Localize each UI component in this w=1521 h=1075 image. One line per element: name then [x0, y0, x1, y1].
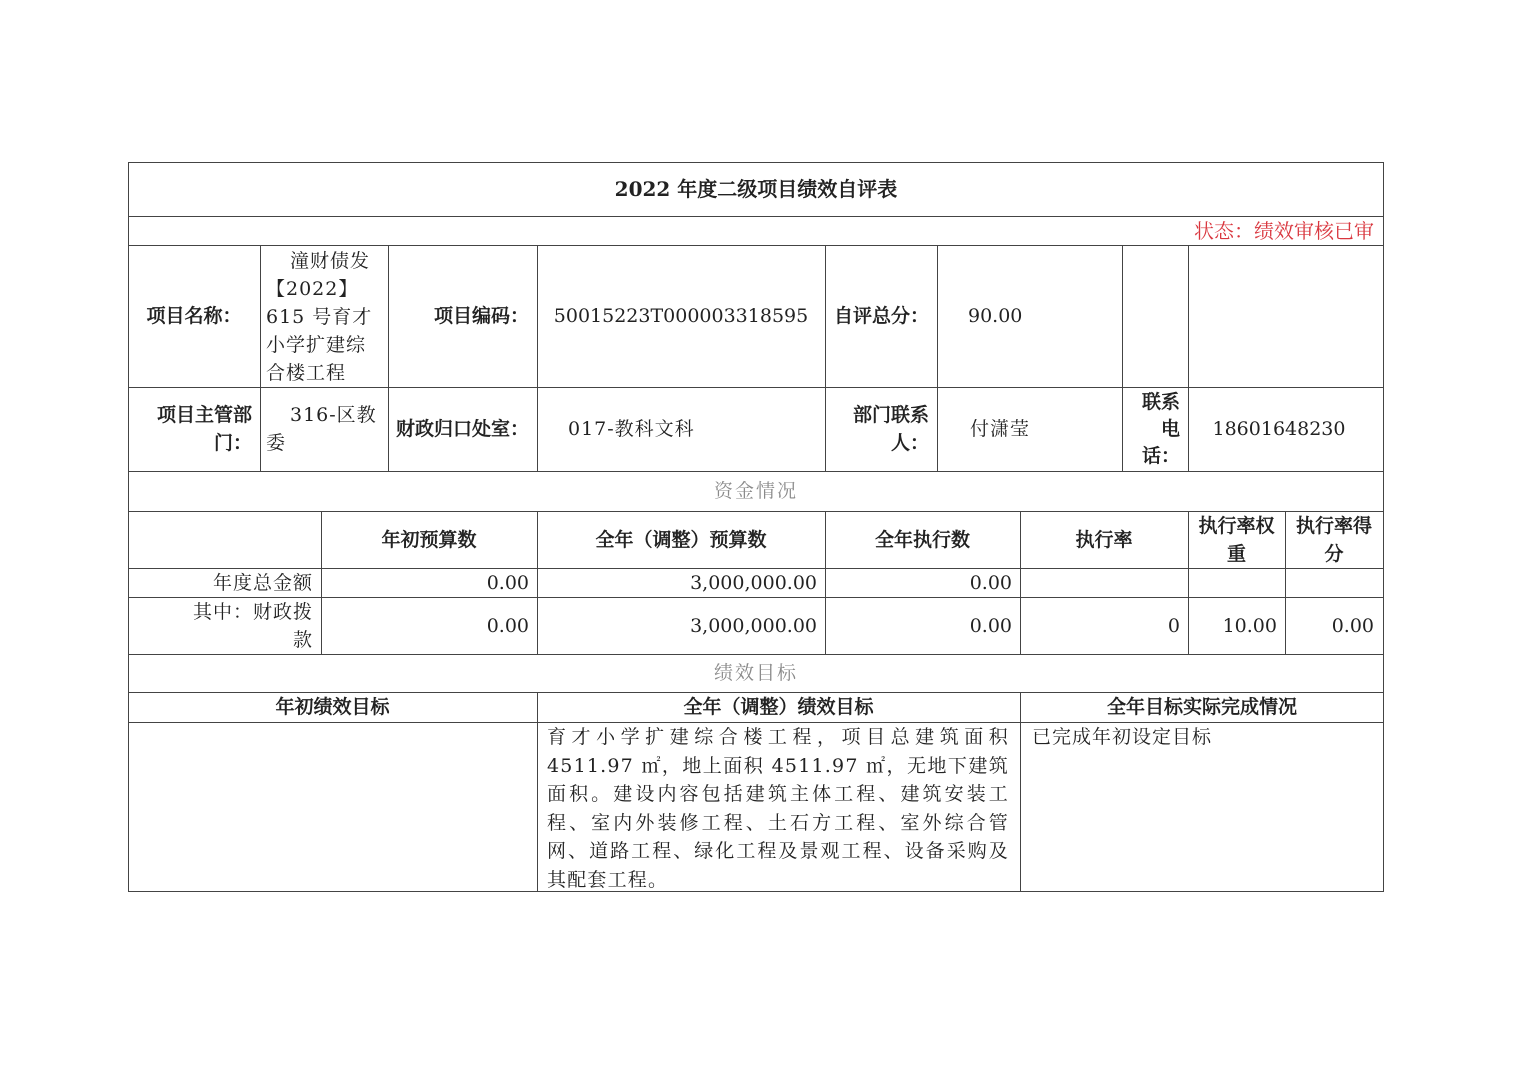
funds-header-executed: 全年执行数: [874, 528, 970, 551]
funds-row-executed: 0.00: [969, 571, 1012, 594]
goals-header-adjusted: 全年（调整）绩效目标: [683, 696, 874, 718]
funds-header-rate: 执行率: [1075, 528, 1133, 551]
goals-header-actual: 全年目标实际完成情况: [1106, 696, 1297, 718]
funds-header-weight: 执行率权重: [1198, 514, 1275, 565]
project-code-label: 项目编码：: [433, 305, 529, 327]
funds-row-weight: 10.00: [1222, 614, 1277, 637]
goals-header-initial: 年初绩效目标: [275, 696, 390, 718]
self-score-label: 自评总分：: [833, 305, 929, 327]
funds-row-adjusted: 3,000,000.00: [690, 571, 817, 594]
dept-label: 项目主管部门：: [156, 404, 252, 454]
funds-row-adjusted: 3,000,000.00: [690, 614, 817, 637]
project-code-value: 50015223T000003318595: [553, 305, 809, 327]
project-name-label: 项目名称：: [146, 305, 242, 327]
funds-section-title: 资金情况: [713, 480, 798, 502]
funds-row-initial: 0.00: [486, 571, 529, 594]
self-score-value: 90.00: [968, 305, 1023, 327]
phone-value: 18601648230: [1212, 418, 1346, 440]
funds-row-rate: [1020, 568, 1180, 597]
dept-value: 316-区教委: [266, 404, 377, 454]
goals-section-title: 绩效目标: [713, 662, 798, 684]
goals-adjusted-text: 育才小学扩建综合楼工程，项目总建筑面积 4511.97 ㎡，地上面积 4511.97 ㎡，无地下建筑面积。建设内容包括建筑主体工程、建筑安装工程、室内外装修工程、土石方工程、室外综合管网、道路工程、绿化工程及景观工程、设备采购及其配套工程。: [547, 726, 1009, 891]
funds-row-score: [1285, 568, 1374, 597]
funds-row-score: 0.00: [1331, 614, 1374, 637]
funds-row-rate: 0: [1167, 614, 1180, 637]
goals-actual-text: 已完成年初设定目标: [1032, 726, 1213, 748]
funds-header-initial: 年初预算数: [381, 528, 477, 551]
col-divider: [937, 245, 938, 471]
status-badge: 状态：绩效审核已审: [1194, 218, 1374, 243]
funds-row-weight: [1188, 568, 1277, 597]
contact-label: 部门联系人：: [852, 404, 929, 454]
finance-office-label: 财政归口处室：: [396, 418, 530, 440]
funds-row-executed: 0.00: [969, 614, 1012, 637]
funds-row-label: 其中：财政拨款: [192, 600, 313, 651]
funds-header-score: 执行率得分: [1295, 514, 1372, 565]
project-name-value: 潼财债发【2022】615 号育才小学扩建综合楼工程: [266, 250, 373, 384]
finance-office-value: 017-教科文科: [568, 418, 695, 440]
page-title: 2022 年度二级项目绩效自评表: [614, 177, 898, 201]
col-divider: [1122, 245, 1123, 471]
funds-header-adjusted: 全年（调整）预算数: [595, 528, 767, 551]
contact-value: 付潇莹: [970, 418, 1031, 440]
goals-initial-text: [136, 722, 531, 891]
phone-label: 联系电话：: [1141, 390, 1180, 467]
funds-row-initial: 0.00: [486, 614, 529, 637]
col-divider: [260, 245, 261, 471]
funds-row-label: 年度总金额: [212, 571, 313, 594]
